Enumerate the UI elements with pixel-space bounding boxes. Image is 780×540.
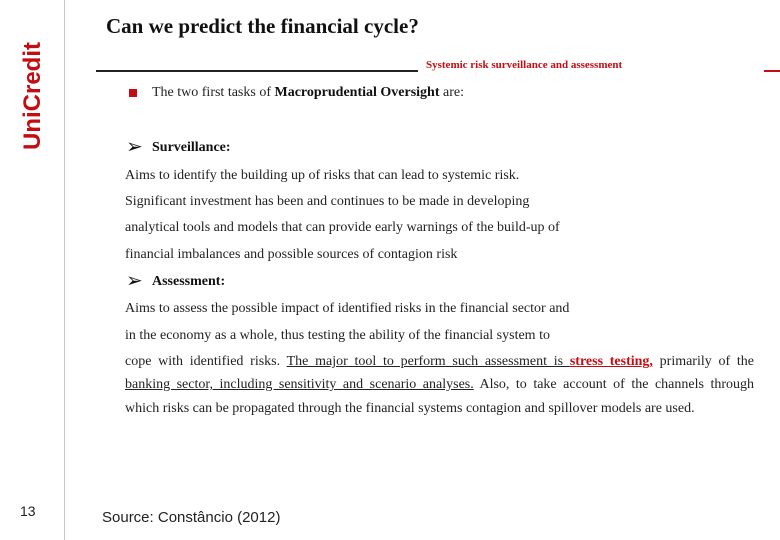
assessment-line-3 [125,353,754,371]
intro-suffix: are: [439,85,464,100]
assessment-line3-underlined: The major tool to perform such assessment is [286,354,570,369]
assessment-heading: Assessment: [152,274,226,289]
surveillance-heading: Surveillance: [152,140,231,155]
arrow-bullet-icon: ➢ [126,270,143,292]
intro-text [152,85,464,101]
assessment-line-1: Aims to assess the possible impact of identified risks in the financial sector and [125,301,570,316]
assessment-line3-end: primarily of the [652,354,754,369]
surveillance-line: analytical tools and models that can provide early warnings of the build-up of [125,220,560,235]
surveillance-line: Significant investment has been and continues to be made in developing [125,194,530,209]
assessment-line3-plain: cope with identified risks. [125,354,287,369]
assessment-line4-underlined: banking sector, including sensitivity and scenario analyses. [125,377,474,392]
logo-wordmark: UniCredit [19,42,46,150]
title-underline [96,70,418,72]
page-number: 13 [20,503,36,519]
assessment-line-2: in the economy as a whole, thus testing the ability of the financial system to [125,328,550,343]
surveillance-line: Aims to identify the building up of risks that can lead to systemic risk. [125,168,520,183]
assessment-line-4 [125,376,754,394]
assessment-line4-plain: Also, to take account of the channels through [473,377,754,392]
intro-emphasis: Macroprudential Oversight [274,85,440,100]
unicredit-logo [10,22,50,152]
arrow-bullet-icon: ➢ [126,136,143,158]
assessment-line-5: which risks can be propagated through the financial systems contagion and spillover models are used. [125,401,695,416]
source-citation: Source: Constâncio (2012) [102,509,281,526]
section-label: Systemic risk surveillance and assessment [426,59,623,71]
intro-prefix: The two first tasks of [152,85,275,100]
surveillance-line: financial imbalances and possible sources of contagion risk [125,247,458,262]
square-bullet-icon [129,89,137,97]
slide-title: Can we predict the financial cycle? [106,14,419,38]
stress-testing-term: stress testing, [569,354,653,369]
sidebar-divider [64,0,65,540]
accent-dash [764,70,780,72]
